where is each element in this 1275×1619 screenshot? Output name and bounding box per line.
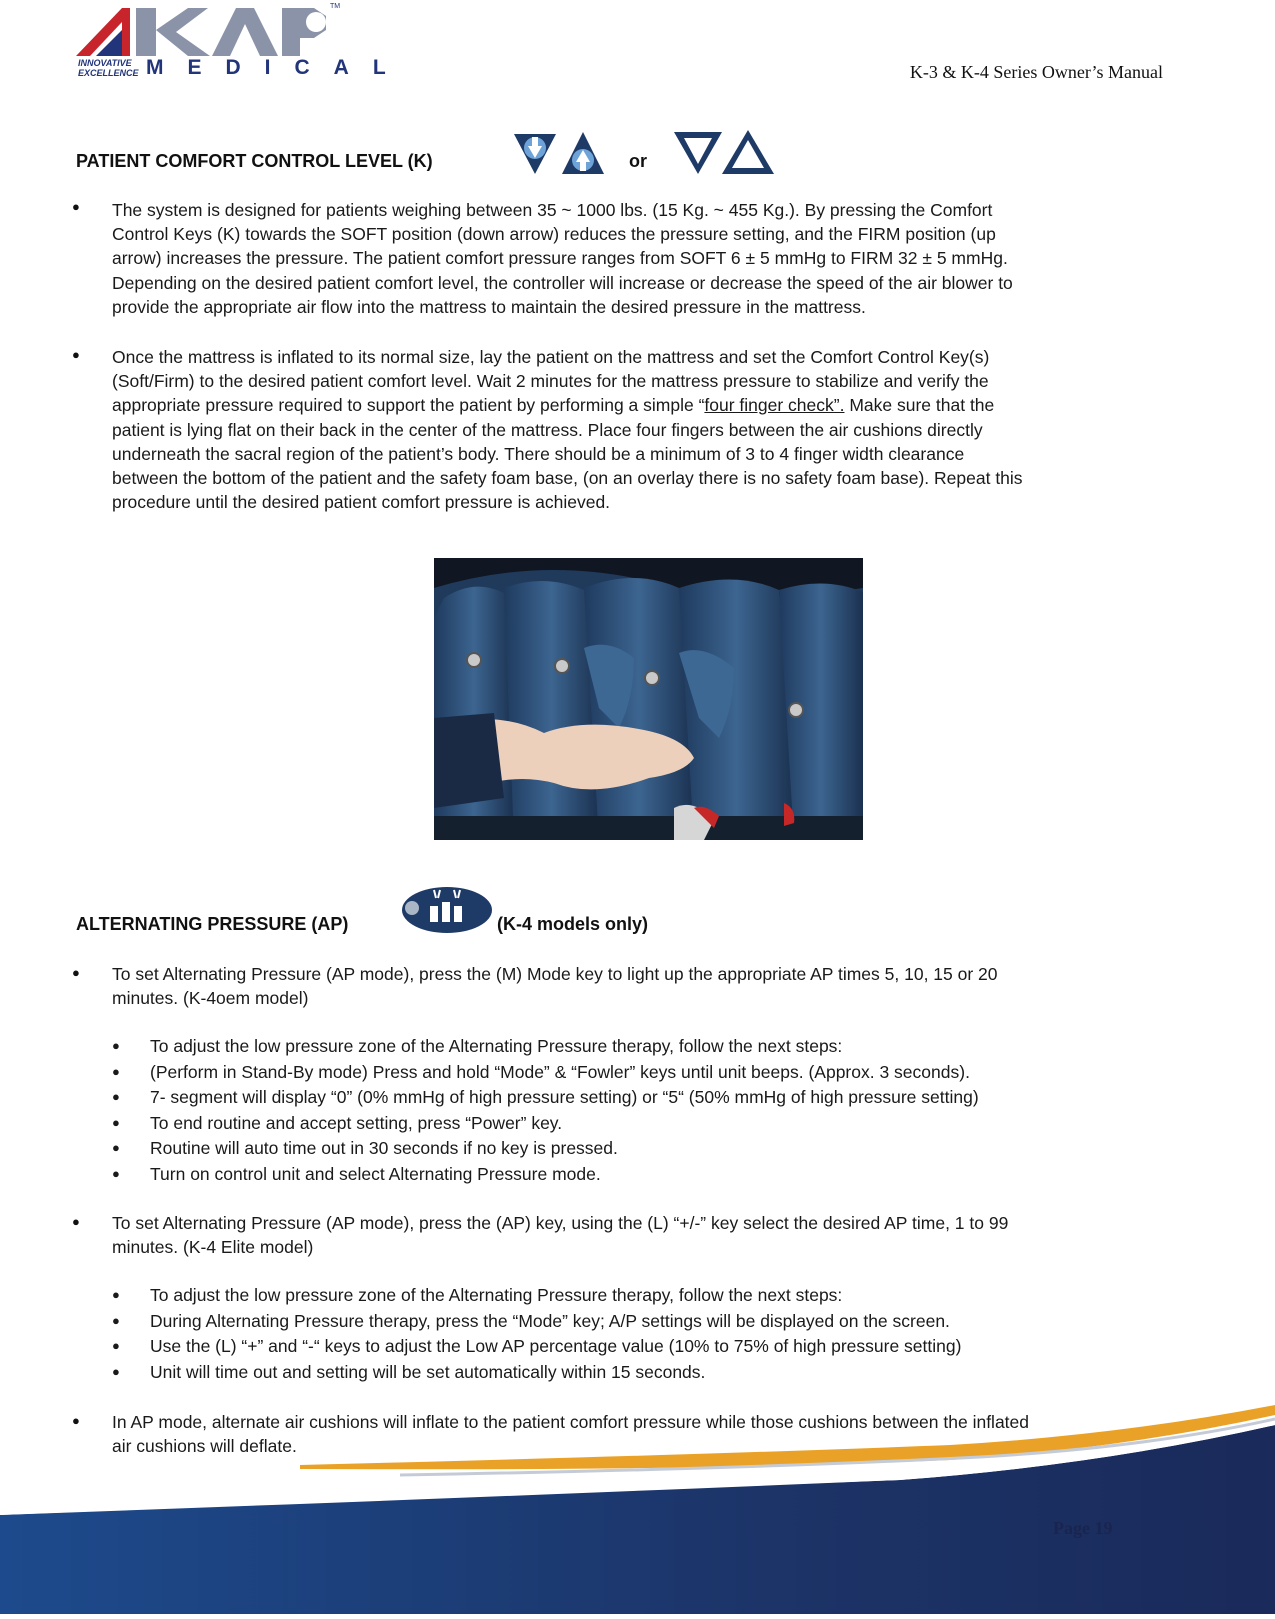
list-item xyxy=(112,1085,1222,1111)
bullet-dot: ● xyxy=(72,965,80,980)
list-item-text: Unit will time out and setting will be set automatically within 15 seconds. xyxy=(150,1361,706,1382)
paragraph-text: Make sure that the xyxy=(844,395,995,416)
list-item-text: (Perform in Stand-By mode) Press and hold “Mode” & “Fowler” keys until unit beeps. (Approx. 3 seconds). xyxy=(150,1061,970,1082)
or-label: or xyxy=(629,151,647,171)
bullet-dot: ● xyxy=(112,1165,120,1181)
page-number: Page 19 xyxy=(1053,1518,1113,1538)
logo-medical-wordmark: MEDICAL xyxy=(146,56,410,79)
paragraph-line: provide the appropriate air flow into the mattress to maintain the desired pressure in the mattress. xyxy=(112,296,866,317)
paragraph-line: procedure until the desired patient comfort pressure is achieved. xyxy=(112,492,611,513)
k4-models-only-label: (K-4 models only) xyxy=(497,914,649,934)
bullet-dot: ● xyxy=(72,347,80,362)
paragraph-line: air cushions will deflate. xyxy=(112,1436,297,1457)
kap-medical-logo xyxy=(76,0,410,84)
k4oem-steps-list xyxy=(112,1034,1222,1187)
bullet-dot: ● xyxy=(112,1038,120,1053)
paragraph-line: The system is designed for patients weighing between 35 ~ 1000 lbs. (15 Kg. ~ 455 Kg.). By pressing the Comfort xyxy=(112,200,993,220)
comfort-control-triangles-icon xyxy=(670,124,780,180)
paragraph-line: Control Keys (K) towards the SOFT position (down arrow) reduces the pressure setting, and the FIRM position (up xyxy=(112,224,996,245)
footer-swoosh xyxy=(0,1405,1275,1614)
list-item xyxy=(112,1111,1222,1137)
bullet-dot: ● xyxy=(72,1214,80,1229)
kap-logo-mark-icon xyxy=(76,0,356,60)
bullet-dot: ● xyxy=(112,1140,120,1155)
list-item xyxy=(112,1034,1222,1060)
paragraph-line: minutes. (K-4 Elite model) xyxy=(112,1237,314,1258)
paragraph-line: In AP mode, alternate air cushions will inflate to the patient comfort pressure while those cushions between the inflated xyxy=(112,1412,1030,1432)
paragraph-line: (Soft/Firm) to the desired patient comfort level. Wait 2 minutes for the mattress pressure to stabilize and verify the xyxy=(112,371,989,392)
bullet-dot: ● xyxy=(112,1089,120,1104)
svg-text:TM: TM xyxy=(330,3,341,10)
list-item-text: During Alternating Pressure therapy, press the “Mode” key; A/P settings will be displayed on the screen. xyxy=(150,1310,950,1331)
paragraph-line: To set Alternating Pressure (AP mode), press the (M) Mode key to light up the appropriate AP times 5, 10, 15 or 20 xyxy=(112,964,998,984)
four-finger-check-link[interactable]: four finger check”. xyxy=(704,395,845,416)
paragraph-line: Once the mattress is inflated to its normal size, lay the patient on the mattress and set the Comfort Control Key(s) xyxy=(112,347,990,367)
paragraph-line: minutes. (K-4oem model) xyxy=(112,988,309,1009)
list-item-text: To end routine and accept setting, press “Power” key. xyxy=(150,1112,563,1133)
list-item-text: To adjust the low pressure zone of the Alternating Pressure therapy, follow the next steps: xyxy=(150,1036,843,1056)
comfort-weight-paragraph xyxy=(112,198,1222,319)
paragraph-text: appropriate pressure required to support the patient by performing a simple “ xyxy=(112,395,705,416)
four-finger-check-photo xyxy=(434,558,863,840)
list-item xyxy=(112,1060,1222,1086)
paragraph-line: arrow) increases the pressure. The patient comfort pressure ranges from SOFT 6 ± 5 mmHg to FIRM 32 ± 5 mmHg. xyxy=(112,248,1008,269)
paragraph-line: Depending on the desired patient comfort level, the controller will increase or decrease the speed of the air blower to xyxy=(112,272,1013,293)
paragraph-line: To set Alternating Pressure (AP mode), press the (AP) key, using the (L) “+/-” key select the desired AP time, 1 to 99 xyxy=(112,1213,1009,1233)
comfort-control-heading: PATIENT COMFORT CONTROL LEVEL (K) xyxy=(76,151,433,171)
list-item-text: Turn on control unit and select Alternating Pressure mode. xyxy=(150,1163,601,1184)
list-item xyxy=(112,1334,1222,1360)
bullet-dot: ● xyxy=(112,1312,120,1328)
list-item-text: Routine will auto time out in 30 seconds if no key is pressed. xyxy=(150,1138,618,1158)
list-item xyxy=(112,1162,1222,1188)
list-item-text: 7- segment will display “0” (0% mmHg of high pressure setting) or “5“ (50% mmHg of high pressure setting) xyxy=(150,1087,979,1107)
comfort-control-keys-icon xyxy=(508,124,610,180)
list-item xyxy=(112,1136,1222,1162)
bullet-dot: ● xyxy=(112,1287,120,1302)
paragraph-line: underneath the sacral region of the patient’s body. There should be a minimum of 3 to 4 finger width clearance xyxy=(112,443,965,464)
list-item xyxy=(112,1283,1222,1309)
list-item-text: To adjust the low pressure zone of the Alternating Pressure therapy, follow the next steps: xyxy=(150,1285,843,1305)
k4-elite-ap-paragraph xyxy=(112,1211,1222,1259)
bullet-dot: ● xyxy=(112,1114,120,1130)
k4oem-ap-paragraph xyxy=(112,962,1222,1010)
paragraph-line: patient is lying flat on their back in the center of the mattress. Place four fingers between the air cushions directly xyxy=(112,419,983,440)
logo-tagline: INNOVATIVE EXCELLENCE xyxy=(78,58,139,78)
list-item xyxy=(112,1360,1222,1386)
bullet-dot: ● xyxy=(112,1063,120,1079)
manual-title: K-3 & K-4 Series Owner’s Manual xyxy=(909,62,1163,82)
paragraph-line xyxy=(112,393,1232,417)
k4-elite-steps-list xyxy=(112,1283,1222,1385)
four-finger-check-paragraph xyxy=(112,345,1232,514)
alternating-pressure-key-icon xyxy=(400,880,494,936)
list-item-text: Use the (L) “+” and “-“ keys to adjust the Low AP percentage value (10% to 75% of high pressure setting) xyxy=(150,1336,962,1356)
bullet-dot: ● xyxy=(112,1363,120,1379)
alternating-pressure-heading: ALTERNATING PRESSURE (AP) xyxy=(76,914,349,934)
list-item xyxy=(112,1309,1222,1335)
bullet-dot: ● xyxy=(72,199,80,214)
bullet-dot: ● xyxy=(72,1413,80,1428)
paragraph-line: between the bottom of the patient and the safety foam base, (on an overlay there is no safety foam base). Repeat this xyxy=(112,468,1023,489)
bullet-dot: ● xyxy=(112,1338,120,1353)
